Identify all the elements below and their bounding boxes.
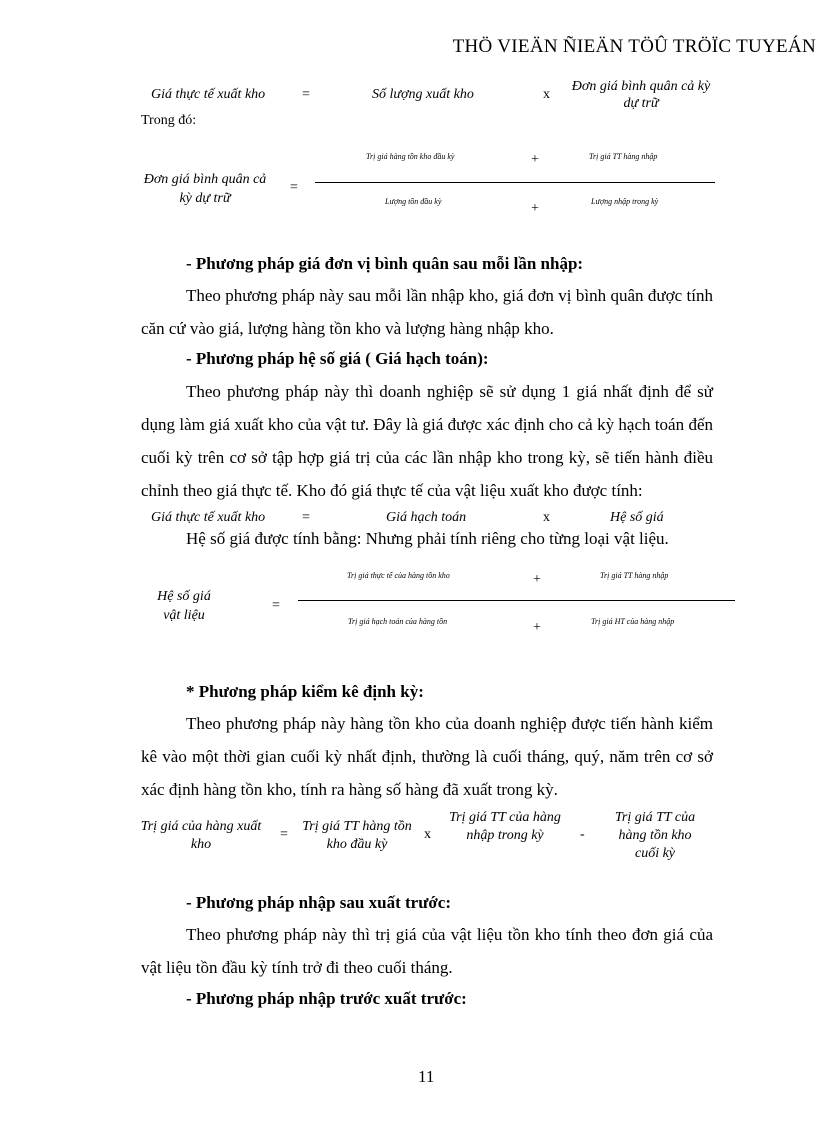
- formula-2-den2: Lượng nhập trong kỳ: [591, 197, 659, 206]
- formula-5-op1: x: [424, 827, 431, 842]
- heso-line: Hệ số giá được tính bằng: Nhưng phải tính riêng cho từng loại vật liệu.: [186, 529, 669, 548]
- header-title: THÖ VIEÄN ÑIEÄN TÖÛ TRÖÏC TUYEÁN: [452, 36, 816, 57]
- formula-2-num-op: +: [531, 152, 539, 167]
- section-4-paragraph: [141, 918, 713, 984]
- formula-4-den1: Trị giá hạch toán của hàng tồn: [348, 617, 448, 626]
- section-3-text: Theo phương pháp này hàng tồn kho của doanh nghiệp được tiến hành kiểm kê vào một thời gian cuối kỳ nhất định, thường là cuối tháng, quý, năm trên cơ sở xác định hàng tồn kho, tính ra hàng số hàng đã xuất trong kỳ.: [141, 714, 713, 799]
- formula-2-lhs: Đơn giá bình quân cả kỳ dự trữ: [143, 172, 267, 206]
- section-2-paragraph: [141, 375, 713, 507]
- section-4-heading: - Phương pháp nhập sau xuất trước:: [186, 893, 452, 912]
- section-2-heading: - Phương pháp hệ số giá ( Giá hạch toán):: [186, 349, 489, 368]
- formula-2-den1: Lượng tồn đầu kỳ: [385, 197, 442, 206]
- section-3-paragraph: [141, 707, 713, 806]
- section-5-heading: - Phương pháp nhập trước xuất trước:: [186, 989, 467, 1008]
- page-number: 11: [418, 1067, 435, 1086]
- formula-1-op: x: [543, 87, 550, 102]
- formula-4-eq: =: [272, 598, 280, 613]
- section-1-heading: - Phương pháp giá đơn vị bình quân sau mỗi lần nhập:: [186, 254, 584, 273]
- section-1-paragraph: [141, 279, 713, 345]
- formula-1-eq: =: [302, 87, 310, 102]
- formula-5-eq: =: [280, 827, 288, 842]
- formula-3-lhs: Giá thực tế xuất kho: [151, 510, 266, 525]
- formula-1-term2: Đơn giá bình quân cả kỳ dự trữ: [571, 79, 711, 111]
- formula-5-op2: -: [580, 827, 585, 842]
- formula-4-den-op: +: [533, 620, 541, 635]
- section-2-text: Theo phương pháp này thì doanh nghiệp sẽ sử dụng 1 giá nhất định để sử dụng làm giá xuất kho của vật tư. Đây là giá được xác định cho cả kỳ hạch toán đến cuối kỳ trên cơ sở tập hợp giá trị của các lần nhập kho trong kỳ, sẽ tiến hành điều chỉnh theo giá thực tế. Kho đó giá thực tế của vật liệu xuất kho được tính:: [141, 382, 713, 500]
- formula-4-lhs: Hệ số giá vật liệu: [157, 589, 211, 623]
- formula-5-t3: Trị giá TT của hàng tồn kho cuối kỳ: [614, 810, 696, 861]
- formula-2-num1: Trị giá hàng tồn kho đầu kỳ: [366, 152, 455, 161]
- formula-2-num2: Trị giá TT hàng nhập: [589, 152, 658, 161]
- trong-do-label: Trong đó:: [141, 113, 197, 128]
- formula-5-t2: Trị giá TT của hàng nhập trong kỳ: [449, 810, 561, 843]
- formula-3-op: x: [543, 510, 550, 525]
- section-4-text: Theo phương pháp này thì trị giá của vật liệu tồn kho tính theo đơn giá của vật liệu tồn đầu kỳ tính trở đi theo cuối tháng.: [141, 925, 713, 977]
- formula-2-eq: =: [290, 180, 298, 195]
- formula-4-den2: Trị giá HT của hàng nhập: [591, 617, 675, 626]
- formula-3-term1: Giá hạch toán: [386, 510, 467, 525]
- formula-1-term1: Số lượng xuất kho: [372, 87, 474, 102]
- formula-4-num1: Trị giá thực tế của hàng tồn kho: [347, 571, 450, 580]
- formula-2-fraction-bar: [315, 182, 715, 183]
- formula-3-term2: Hệ số giá: [610, 510, 664, 525]
- formula-4-fraction-bar: [298, 600, 735, 601]
- formula-4-num-op: +: [533, 572, 541, 587]
- formula-5-t1: Trị giá TT hàng tồn kho đầu kỳ: [302, 819, 412, 852]
- formula-3-eq: =: [302, 510, 310, 525]
- section-1-text: Theo phương pháp này sau mỗi lần nhập kho, giá đơn vị bình quân được tính căn cứ vào giá, lượng hàng tồn kho và lượng hàng nhập kho.: [141, 286, 713, 338]
- formula-1-lhs: Giá thực tế xuất kho: [151, 87, 266, 102]
- formula-2-den-op: +: [531, 201, 539, 216]
- formula-4-num2: Trị giá TT hàng nhập: [600, 571, 669, 580]
- section-3-heading: * Phương pháp kiểm kê định kỳ:: [186, 682, 424, 701]
- formula-5-lhs: Trị giá của hàng xuất kho: [140, 819, 262, 852]
